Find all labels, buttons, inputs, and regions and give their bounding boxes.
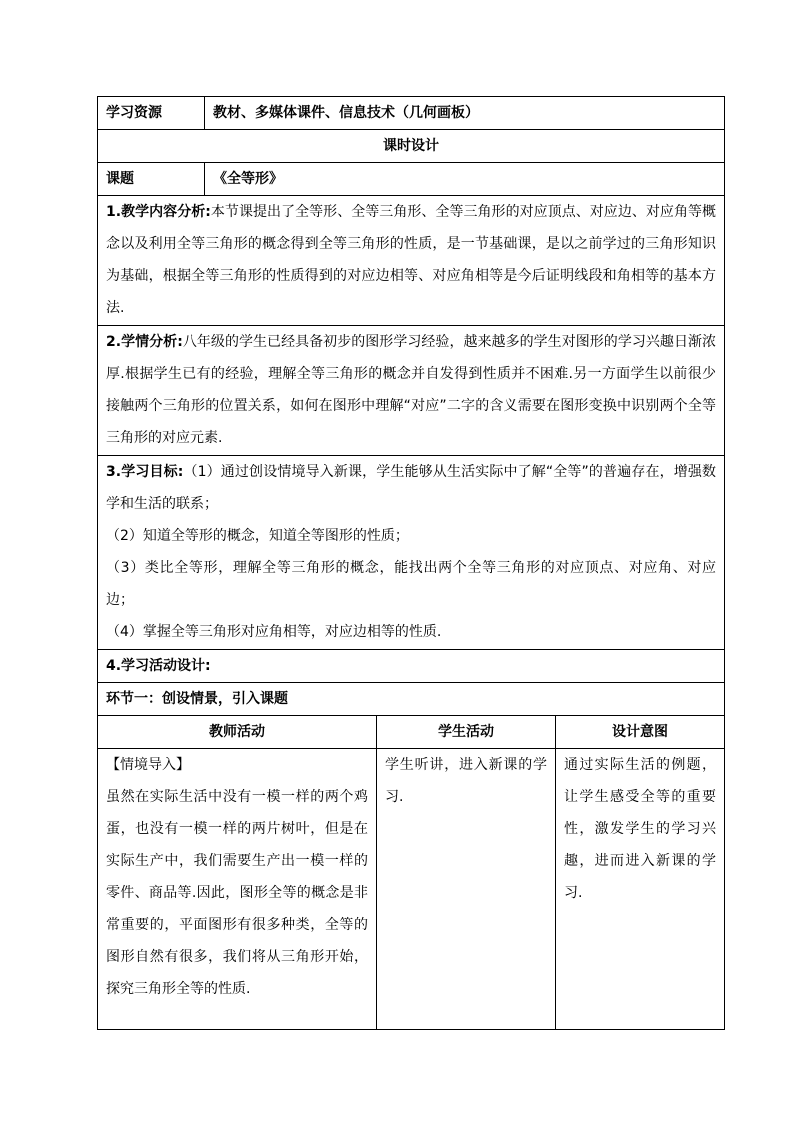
- learning-goal-3: （3）类比全等形，理解全等三角形的概念，能找出两个全等三角形的对应顶点、对应角、对应边；: [106, 560, 717, 608]
- topic-row: [98, 163, 725, 196]
- student-activity-text: 学生听讲，进入新课的学习.: [385, 757, 547, 805]
- columns-header-row: [98, 716, 725, 749]
- learning-goals-cell: [98, 456, 725, 650]
- teacher-activity-heading: 【情境导入】: [106, 757, 190, 773]
- lesson-plan-page: [97, 96, 724, 1030]
- activity-row: [98, 749, 725, 1030]
- content-analysis-cell: [98, 196, 725, 326]
- stage1-row: [98, 683, 725, 716]
- learning-goal-2: （2）知道全等形的概念，知道全等图形的性质；: [106, 528, 409, 544]
- stage1-title: 环节一：创设情景，引入课题: [98, 683, 725, 716]
- content-analysis: [106, 196, 716, 324]
- learner-analysis-title: 2.学情分析:: [106, 334, 183, 350]
- resources-value: 教材、多媒体课件、信息技术（几何画板）: [205, 97, 725, 130]
- design-intent-text: 通过实际生活的例题，让学生感受全等的重要性，激发学生的学习兴趣，进而进入新课的学习.: [564, 757, 717, 901]
- student-activity-header: 学生活动: [377, 716, 556, 749]
- learning-goal-4: （4）掌握全等三角形对应角相等，对应边相等的性质.: [106, 624, 442, 640]
- content-analysis-text: 本节课提出了全等形、全等三角形、全等三角形的对应顶点、对应边、对应角等概念以及利用全等三角形的概念得到全等三角形的性质，是一节基础课，是以之前学过的三角形知识为基础，根据全等三角形的性质得到的对应边相等、对应角相等是今后证明线段和角相等的基本方法.: [106, 204, 717, 316]
- student-activity-cell: [377, 749, 556, 1030]
- design-header: 课时设计: [98, 130, 725, 163]
- design-header-row: [98, 130, 725, 163]
- teacher-activity-cell: [98, 749, 377, 1030]
- learner-analysis-text: 八年级的学生已经具备初步的图形学习经验，越来越多的学生对图形的学习兴趣日渐浓厚.根据学生已有的经验，理解全等三角形的概念并自发得到性质并不困难.另一方面学生以前很少接触两个三角形的位置关系，如何在图形中理解“对应”二字的含义需要在图形变换中识别两个全等三角形的对应元素.: [106, 334, 717, 446]
- learning-goals-title: 3.学习目标:: [106, 464, 184, 480]
- learning-goal-1-text: （1）通过创设情境导入新课，学生能够从生活实际中了解“全等”的普遍存在，增强数学和生活的联系；: [106, 464, 717, 512]
- topic-value: 《全等形》: [205, 163, 725, 196]
- resources-label: 学习资源: [98, 97, 205, 130]
- lesson-plan-table: [97, 96, 725, 1030]
- design-intent-cell: [556, 749, 725, 1030]
- resources-row: [98, 97, 725, 130]
- section1-row: [98, 196, 725, 326]
- design-intent-header: 设计意图: [556, 716, 725, 749]
- learning-goal-1: [106, 456, 716, 520]
- section3-row: [98, 456, 725, 650]
- activity-design-title: 4.学习活动设计:: [98, 650, 725, 683]
- learner-analysis: [106, 326, 716, 454]
- topic-label: 课题: [98, 163, 205, 196]
- section4-row: [98, 650, 725, 683]
- section2-row: [98, 326, 725, 456]
- content-analysis-title: 1.教学内容分析:: [106, 204, 211, 220]
- teacher-activity-header: 教师活动: [98, 716, 377, 749]
- teacher-activity-text: 虽然在实际生活中没有一模一样的两个鸡蛋，也没有一模一样的两片树叶，但是在实际生产中，我们需要生产出一模一样的零件、商品等.因此，图形全等的概念是非常重要的，平面图形有很多种类，全等的图形自然有很多，我们将从三角形开始，探究三角形全等的性质.: [106, 789, 368, 997]
- learner-analysis-cell: [98, 326, 725, 456]
